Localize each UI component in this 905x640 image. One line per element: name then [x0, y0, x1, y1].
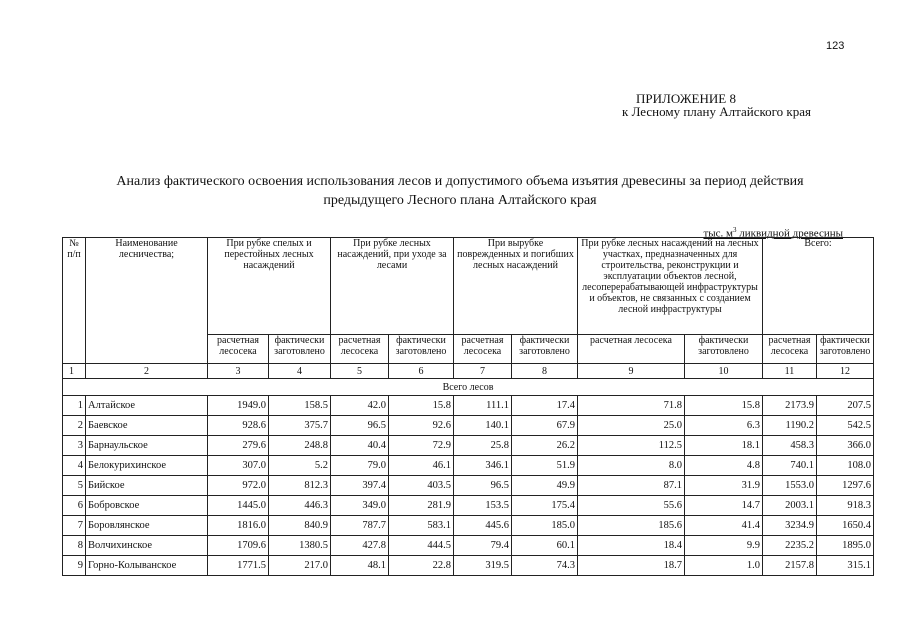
- table-row: [63, 396, 874, 416]
- planned-value-cell: 427.8: [331, 536, 389, 556]
- planned-value-cell: 1190.2: [763, 416, 817, 436]
- planned-value-cell: 397.4: [331, 476, 389, 496]
- table-row: [63, 436, 874, 456]
- actual-value-cell: 72.9: [389, 436, 454, 456]
- planned-value-cell: 2157.8: [763, 556, 817, 576]
- actual-value-cell: 74.3: [512, 556, 578, 576]
- actual-value-cell: 1895.0: [817, 536, 874, 556]
- planned-value-cell: 55.6: [578, 496, 685, 516]
- column-number: 2: [86, 364, 208, 379]
- section-row: [63, 379, 874, 396]
- table-row: [63, 516, 874, 536]
- planned-value-cell: 18.7: [578, 556, 685, 576]
- actual-value-cell: 918.3: [817, 496, 874, 516]
- row-number: 6: [63, 496, 86, 516]
- subheader-planned: расчетная лесосека: [763, 335, 817, 364]
- planned-value-cell: 79.4: [454, 536, 512, 556]
- column-number: 7: [454, 364, 512, 379]
- actual-value-cell: 60.1: [512, 536, 578, 556]
- document-title-line-2: предыдущего Лесного плана Алтайского края: [323, 193, 597, 208]
- actual-value-cell: 6.3: [685, 416, 763, 436]
- planned-value-cell: 307.0: [208, 456, 269, 476]
- actual-value-cell: 840.9: [269, 516, 331, 536]
- actual-value-cell: 175.4: [512, 496, 578, 516]
- actual-value-cell: 15.8: [685, 396, 763, 416]
- forest-usage-table: [62, 237, 874, 576]
- actual-value-cell: 281.9: [389, 496, 454, 516]
- column-number: 12: [817, 364, 874, 379]
- subheader-actual: фактически заготовлено: [269, 335, 331, 364]
- actual-value-cell: 22.8: [389, 556, 454, 576]
- actual-value-cell: 158.5: [269, 396, 331, 416]
- planned-value-cell: 279.6: [208, 436, 269, 456]
- subheader-planned: расчетная лесосека: [208, 335, 269, 364]
- actual-value-cell: 4.8: [685, 456, 763, 476]
- subheader-planned: расчетная лесосека: [578, 335, 685, 364]
- header-group-total: Всего:: [763, 238, 874, 335]
- table-row: [63, 496, 874, 516]
- column-number: 4: [269, 364, 331, 379]
- column-number: 11: [763, 364, 817, 379]
- subheader-planned: расчетная лесосека: [331, 335, 389, 364]
- table-row: [63, 556, 874, 576]
- planned-value-cell: 25.8: [454, 436, 512, 456]
- planned-value-cell: 1771.5: [208, 556, 269, 576]
- column-number: 3: [208, 364, 269, 379]
- column-number: 10: [685, 364, 763, 379]
- actual-value-cell: 26.2: [512, 436, 578, 456]
- planned-value-cell: 787.7: [331, 516, 389, 536]
- planned-value-cell: 445.6: [454, 516, 512, 536]
- planned-value-cell: 2173.9: [763, 396, 817, 416]
- actual-value-cell: 315.1: [817, 556, 874, 576]
- actual-value-cell: 217.0: [269, 556, 331, 576]
- forestry-name: Барнаульское: [86, 436, 208, 456]
- column-number: 8: [512, 364, 578, 379]
- actual-value-cell: 403.5: [389, 476, 454, 496]
- table-row: [63, 456, 874, 476]
- row-number: 7: [63, 516, 86, 536]
- actual-value-cell: 51.9: [512, 456, 578, 476]
- planned-value-cell: 8.0: [578, 456, 685, 476]
- actual-value-cell: 375.7: [269, 416, 331, 436]
- actual-value-cell: 67.9: [512, 416, 578, 436]
- appendix-reference: к Лесному плану Алтайского края: [622, 104, 811, 119]
- planned-value-cell: 185.6: [578, 516, 685, 536]
- planned-value-cell: 972.0: [208, 476, 269, 496]
- row-number: 8: [63, 536, 86, 556]
- header-group-infrastructure: При рубке лесных насаждений на лесных участках, предназначенных для строительства, реконструкции и эксплуатации объектов лесной, лесоперерабатывающей инфраструктуры и объектов, не связанных с созданием лесной инфраструктуры: [578, 238, 763, 335]
- table-row: [63, 536, 874, 556]
- column-number: 1: [63, 364, 86, 379]
- appendix-number: ПРИЛОЖЕНИЕ 8: [636, 91, 736, 106]
- units-prefix: тыс. м: [703, 227, 734, 240]
- planned-value-cell: 2003.1: [763, 496, 817, 516]
- subheader-actual: фактически заготовлено: [817, 335, 874, 364]
- forestry-name: Волчихинское: [86, 536, 208, 556]
- subheader-actual: фактически заготовлено: [512, 335, 578, 364]
- actual-value-cell: 41.4: [685, 516, 763, 536]
- row-number: 5: [63, 476, 86, 496]
- actual-value-cell: 17.4: [512, 396, 578, 416]
- appendix-heading: [622, 91, 811, 119]
- header-group-thinning: При рубке лесных насаждений, при уходе за лесами: [331, 238, 454, 335]
- planned-value-cell: 1949.0: [208, 396, 269, 416]
- header-no: № п/п: [63, 238, 86, 364]
- planned-value-cell: 346.1: [454, 456, 512, 476]
- document-title-line-1: Анализ фактического освоения использования лесов и допустимого объема изъятия древесины за период действия: [116, 174, 804, 189]
- actual-value-cell: 446.3: [269, 496, 331, 516]
- actual-value-cell: 5.2: [269, 456, 331, 476]
- subheader-planned: расчетная лесосека: [454, 335, 512, 364]
- row-number: 1: [63, 396, 86, 416]
- header-group-mature: При рубке спелых и перестойных лесных насаждений: [208, 238, 331, 335]
- planned-value-cell: 928.6: [208, 416, 269, 436]
- section-label: Всего лесов: [63, 379, 874, 396]
- forestry-name: Бобровское: [86, 496, 208, 516]
- actual-value-cell: 9.9: [685, 536, 763, 556]
- table-row: [63, 476, 874, 496]
- planned-value-cell: 18.4: [578, 536, 685, 556]
- planned-value-cell: 79.0: [331, 456, 389, 476]
- forestry-name: Белокурихинское: [86, 456, 208, 476]
- column-number-row: [63, 364, 874, 379]
- actual-value-cell: 92.6: [389, 416, 454, 436]
- actual-value-cell: 207.5: [817, 396, 874, 416]
- actual-value-cell: 444.5: [389, 536, 454, 556]
- actual-value-cell: 1297.6: [817, 476, 874, 496]
- planned-value-cell: 96.5: [331, 416, 389, 436]
- planned-value-cell: 25.0: [578, 416, 685, 436]
- subheader-actual: фактически заготовлено: [389, 335, 454, 364]
- planned-value-cell: 111.1: [454, 396, 512, 416]
- header-name: Наименование лесничества;: [86, 238, 208, 364]
- document-title: [80, 172, 840, 210]
- actual-value-cell: 108.0: [817, 456, 874, 476]
- actual-value-cell: 15.8: [389, 396, 454, 416]
- planned-value-cell: 40.4: [331, 436, 389, 456]
- planned-value-cell: 1816.0: [208, 516, 269, 536]
- planned-value-cell: 71.8: [578, 396, 685, 416]
- actual-value-cell: 46.1: [389, 456, 454, 476]
- forestry-name: Боровлянское: [86, 516, 208, 536]
- planned-value-cell: 458.3: [763, 436, 817, 456]
- planned-value-cell: 153.5: [454, 496, 512, 516]
- column-number: 6: [389, 364, 454, 379]
- actual-value-cell: 248.8: [269, 436, 331, 456]
- actual-value-cell: 49.9: [512, 476, 578, 496]
- actual-value-cell: 1380.5: [269, 536, 331, 556]
- forestry-name: Алтайское: [86, 396, 208, 416]
- table-row: [63, 416, 874, 436]
- actual-value-cell: 185.0: [512, 516, 578, 536]
- actual-value-cell: 812.3: [269, 476, 331, 496]
- planned-value-cell: 87.1: [578, 476, 685, 496]
- row-number: 9: [63, 556, 86, 576]
- planned-value-cell: 1553.0: [763, 476, 817, 496]
- row-number: 4: [63, 456, 86, 476]
- actual-value-cell: 583.1: [389, 516, 454, 536]
- forestry-name: Баевское: [86, 416, 208, 436]
- forestry-name: Горно-Колыванское: [86, 556, 208, 576]
- planned-value-cell: 349.0: [331, 496, 389, 516]
- header-row: [63, 238, 874, 335]
- planned-value-cell: 3234.9: [763, 516, 817, 536]
- planned-value-cell: 96.5: [454, 476, 512, 496]
- planned-value-cell: 319.5: [454, 556, 512, 576]
- actual-value-cell: 1650.4: [817, 516, 874, 536]
- row-number: 2: [63, 416, 86, 436]
- page-number: 123: [826, 40, 845, 52]
- planned-value-cell: 112.5: [578, 436, 685, 456]
- actual-value-cell: 18.1: [685, 436, 763, 456]
- column-number: 5: [331, 364, 389, 379]
- subheader-actual: фактически заготовлено: [685, 335, 763, 364]
- planned-value-cell: 1445.0: [208, 496, 269, 516]
- actual-value-cell: 542.5: [817, 416, 874, 436]
- actual-value-cell: 1.0: [685, 556, 763, 576]
- actual-value-cell: 14.7: [685, 496, 763, 516]
- planned-value-cell: 740.1: [763, 456, 817, 476]
- planned-value-cell: 48.1: [331, 556, 389, 576]
- units-superscript: 3: [733, 226, 737, 234]
- units-suffix: ликвидной древесины: [736, 227, 843, 240]
- planned-value-cell: 2235.2: [763, 536, 817, 556]
- planned-value-cell: 140.1: [454, 416, 512, 436]
- forestry-name: Бийское: [86, 476, 208, 496]
- planned-value-cell: 1709.6: [208, 536, 269, 556]
- actual-value-cell: 31.9: [685, 476, 763, 496]
- actual-value-cell: 366.0: [817, 436, 874, 456]
- row-number: 3: [63, 436, 86, 456]
- planned-value-cell: 42.0: [331, 396, 389, 416]
- column-number: 9: [578, 364, 685, 379]
- header-group-damaged: При вырубке поврежденных и погибших лесных насаждений: [454, 238, 578, 335]
